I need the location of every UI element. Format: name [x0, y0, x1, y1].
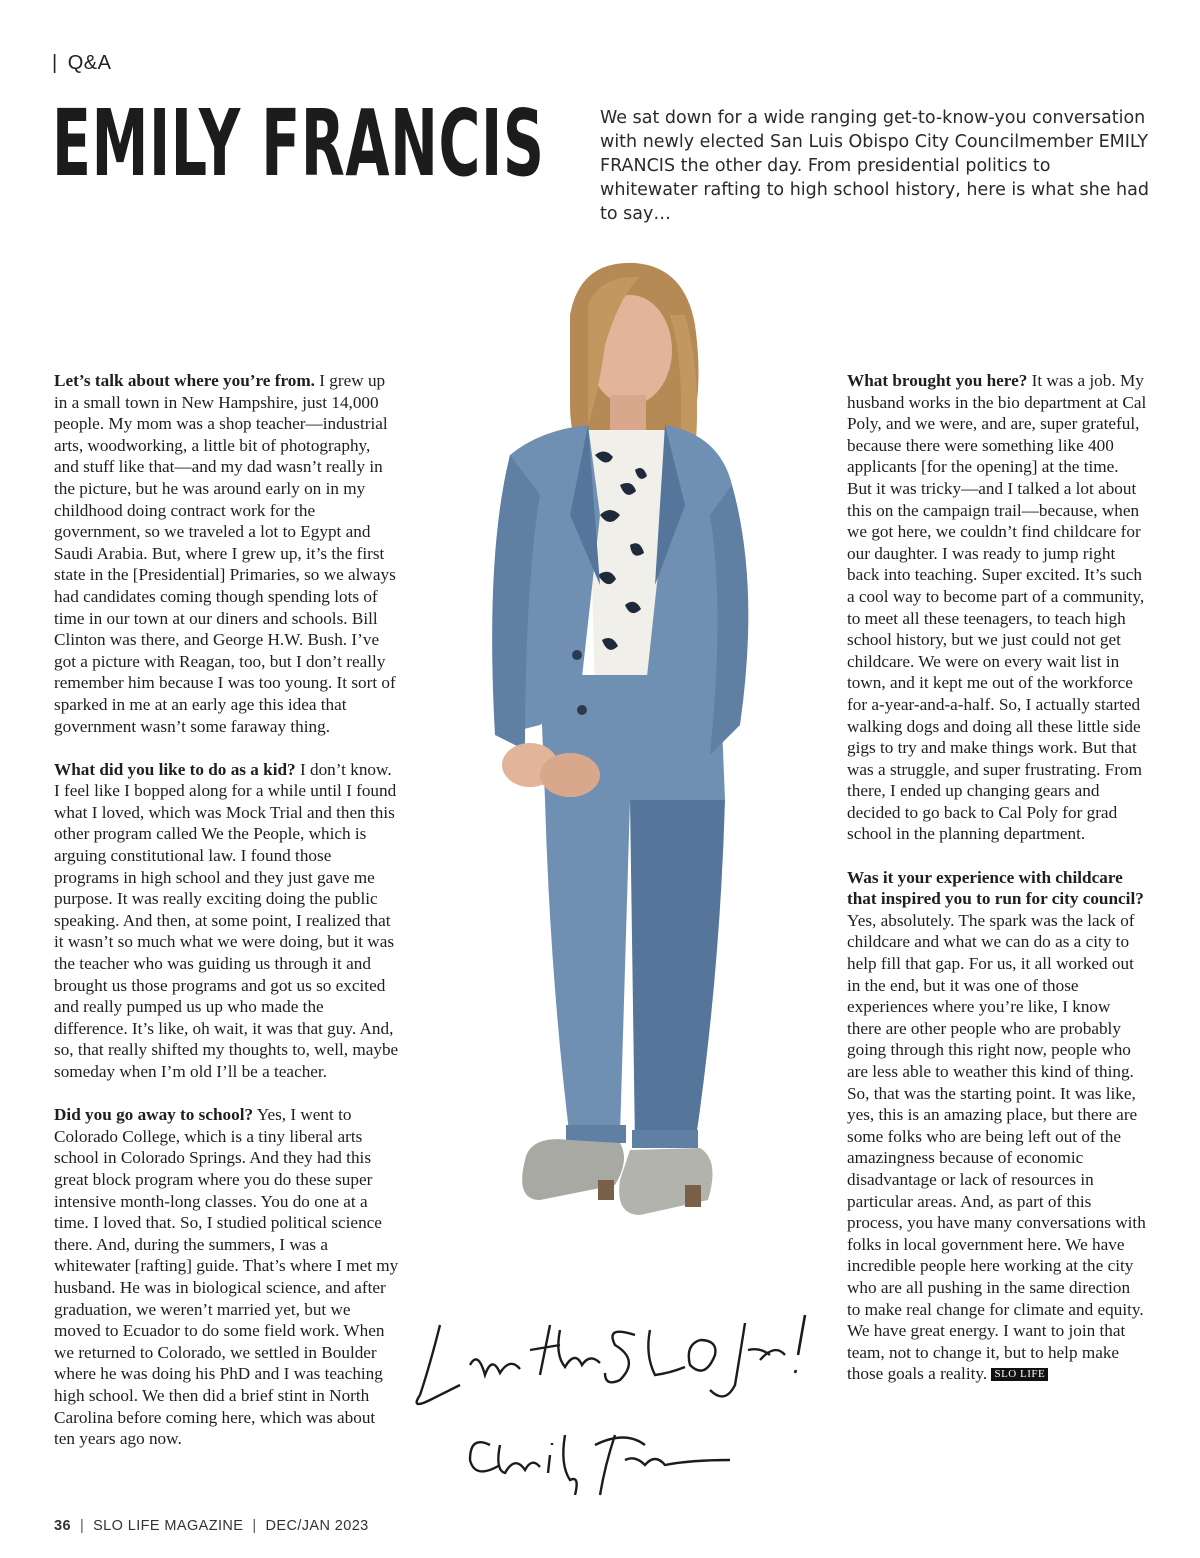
answer: Yes, I went to Colorado College, which is a tiny liberal arts school in Colorado Springs. And they had this great block program where you do these super intensive month-long classes. You do one at a time. I loved that. So, I studied political science there. And, during the summers, I was a whitewater [rafting] guide. That’s where I met my husband. He was in biological science, and after graduation, we weren’t married yet, but we moved to Ecuador to do some field work. When we returned to Colorado, we settled in Boulder where he was doing his PhD and I was teaching high school. We then did a brief stint in North Carolina before coming here, which was about ten years ago now. — [54, 1105, 399, 1449]
answer: I don’t know. I feel like I bopped along for a while until I found what I loved, which was Mock Trial and then this other program called We the People, which is arguing constitutional law. I found those programs in high school and they just gave me purpose. It was really exciting doing the public speaking. And then, at some point, I realized that it wasn’t so much what we were doing, but it was the teacher who was guiding us through it and brought us those programs and got us so excited and really pumped us up who made the difference. It’s like, oh wait, it was that guy. And, so, that really shifted my thoughts to, well, maybe someday when I’m old I’ll be a teacher. — [54, 759, 399, 1081]
portrait-illustration — [470, 255, 770, 1280]
intro-paragraph: We sat down for a wide ranging get-to-know-you conversation with newly elected San Luis Obispo City Councilmember EMILY FRANCIS the other day. From presidential politics to whitewater rafting to high school history, here is what she had to say… — [600, 108, 1149, 224]
issue-date: DEC/JAN 2023 — [265, 1518, 369, 1534]
question: Was it your experience with childcare that inspired you to run for city council? — [847, 867, 1144, 909]
qa-paragraph — [54, 1104, 399, 1450]
qa-paragraph — [54, 759, 399, 1083]
qa-paragraph — [54, 370, 399, 737]
section-tag — [52, 52, 111, 75]
page-footer — [54, 1518, 369, 1534]
question: Let’s talk about where you’re from. — [54, 371, 315, 390]
question: What brought you here? — [847, 371, 1028, 390]
page-title: EMILY FRANCIS — [52, 90, 545, 197]
handwritten-note — [400, 1295, 820, 1510]
question: Did you go away to school? — [54, 1105, 254, 1125]
left-column — [54, 370, 399, 1471]
page-number: 36 — [54, 1518, 71, 1534]
end-mark-badge: SLO LIFE — [991, 1368, 1048, 1381]
answer: I grew up in a small town in New Hampshire, just 14,000 people. My mom was a shop teacher—industrial arts, woodworking, a little bit of photography, and stuff like that—and my dad wasn’t really in the picture, but he was around early on in my childhood doing contract work for the government, so we traveled a lot to Egypt and Saudi Arabia. But, where I grew up, it’s the first state in the [Presidential] Primaries, so we always had candidates coming though spending lots of time in our town at our diners and schools. Bill Clinton was there, and George H.W. Bush. I’ve got a picture with Reagan, too, but I don’t really remember him because I was too young. It sort of sparked in me at an early age this idea that government wasn’t some faraway thing. — [54, 371, 396, 736]
answer: It was a job. My husband works in the bio department at Cal Poly, and we were, and are, super grateful, because there were something like 400 applicants [for the opening] at the time. But it was tricky—and I talked a lot about this on the campaign trail—because, when we got here, we couldn’t find childcare for our daughter. I was ready to jump right back into teaching. Super excited. It’s such a cool way to become part of a community, to meet all these teenagers, to teach high school history, but we just could not get childcare. We were on every wait list in town, and it kept me out of the workforce for a-year-and-a-half. So, I actually started walking dogs and doing all these little side gigs to try and make things work. But that was a struggle, and super frustrating. From there, I ended up changing gears and decided to go back to Cal Poly for grad school in the planning department. — [847, 371, 1147, 844]
question: What did you like to do as a kid? — [54, 759, 296, 779]
portrait-photo — [470, 255, 770, 1280]
footer-divider: | — [252, 1518, 257, 1534]
qa-paragraph — [847, 370, 1147, 845]
section-label: Q&A — [67, 52, 112, 74]
answer: Yes, absolutely. The spark was the lack of childcare and what we can do as a city to help fill that gap. For us, it all worked out in the end, but it was one of those experiences where you’re like, I know there are other people who are probably going through this right now, people who are less able to weather this kind of thing. So, that was the starting point. It was like, yes, this is an amazing place, but there are some folks who are being left out of the amazingness because of economic disadvantage or lack of resources in particular areas. And, as part of this process, you have many conversations with folks in local government here. We have incredible people here working at the city who are all pushing in the same direction to make real change for climate and equity. We have great energy. I want to join that team, not to change it, but to help make those goals a reality. — [847, 910, 1146, 1384]
handwriting-graphic — [400, 1295, 820, 1510]
right-column — [847, 370, 1147, 1407]
magazine-name: SLO LIFE MAGAZINE — [93, 1518, 244, 1534]
section-divider: | — [52, 52, 58, 74]
qa-paragraph — [847, 867, 1147, 1385]
footer-divider: | — [79, 1518, 85, 1534]
